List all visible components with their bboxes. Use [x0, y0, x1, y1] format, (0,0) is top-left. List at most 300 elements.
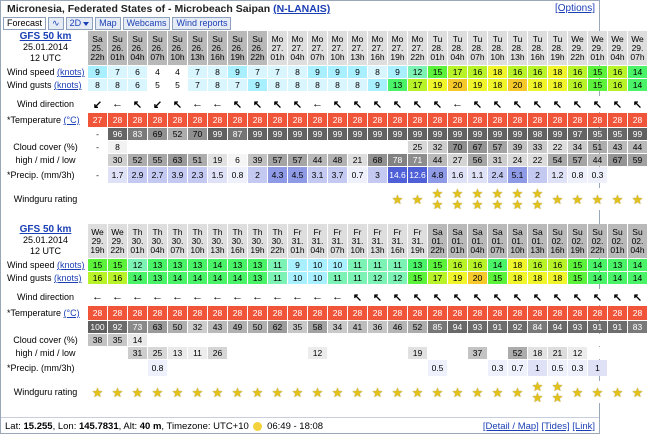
model-link[interactable]: GFS 50 km [19, 224, 72, 235]
wind-arrow-icon: ← [328, 289, 347, 305]
forecast-cell: 91 [608, 321, 627, 333]
chevron-down-icon [83, 22, 89, 26]
wind-arrow-icon: ← [228, 289, 247, 305]
forecast-cell [548, 381, 567, 403]
forecast-cell: 16 [568, 66, 587, 78]
wind-arrow-icon: ↖ [128, 96, 147, 112]
wind-direction-row-label: Wind direction [16, 292, 75, 302]
forecast-cell [448, 381, 467, 403]
forecast-cell [348, 347, 367, 359]
time-column-header: Fr 31. 04h [308, 224, 327, 258]
forecast-cell [508, 188, 527, 210]
forecast-cell [548, 334, 567, 346]
tab-2d[interactable]: 2D [66, 17, 94, 30]
forecast-cell: 28 [548, 113, 567, 127]
forecast-cell: 28 [228, 113, 247, 127]
forecast-cell: 11 [268, 272, 287, 284]
forecast-cell: 57 [288, 154, 307, 166]
forecast-cell: 16 [448, 259, 467, 271]
cloud-low-row-label: high / mid / low [15, 348, 76, 358]
forecast-cell [128, 381, 147, 403]
forecast-cell: 3 [368, 167, 387, 183]
forecast-cell [388, 334, 407, 346]
wind-arrow-icon: ← [128, 289, 147, 305]
forecast-cell [368, 334, 387, 346]
forecast-cell: 12 [368, 272, 387, 284]
forecast-cell: 15 [108, 259, 127, 271]
forecast-cell: 69 [148, 128, 167, 140]
wind-arrow-icon: ↖ [388, 96, 407, 112]
time-column-header: Su 26. 13h [188, 31, 207, 65]
star-icon: ★ [491, 384, 504, 400]
forecast-cell [368, 141, 387, 153]
forecast-cell: 34 [328, 321, 347, 333]
forecast-cell: 28 [248, 306, 267, 320]
forecast-cell [448, 188, 467, 210]
forecast-cell [188, 381, 207, 403]
forecast-cell: 7 [228, 79, 247, 91]
forecast-cell [88, 360, 107, 376]
forecast-cell: 18 [508, 259, 527, 271]
forecast-cell [368, 188, 387, 210]
forecast-cell [588, 188, 607, 210]
forecast-cell: 56 [468, 154, 487, 166]
forecast-cell [188, 360, 207, 376]
forecast-cell: 50 [248, 321, 267, 333]
wind-arrow-icon: ↖ [248, 96, 267, 112]
star-icon: ★ [431, 197, 444, 212]
wind-arrow-icon: ↖ [328, 96, 347, 112]
forecast-cell: 18 [508, 272, 527, 284]
forecast-cell: 28 [308, 306, 327, 320]
wind-arrow-icon: ← [248, 289, 267, 305]
wind-gusts-row [3, 272, 643, 284]
forecast-cell: 9 [348, 66, 367, 78]
forecast-cell [408, 334, 427, 346]
wind-arrow-icon: ↙ [88, 96, 107, 112]
forecast-cell: 50 [168, 321, 187, 333]
forecast-cell: 34 [568, 141, 587, 153]
forecast-cell [348, 381, 367, 403]
forecast-cell: 16 [468, 259, 487, 271]
forecast-cell: 28 [468, 113, 487, 127]
time-column-header: Mo 27. 13h [348, 31, 367, 65]
graph-icon: ∿ [52, 18, 60, 28]
forecast-cell: 15 [568, 259, 587, 271]
wind-arrow-icon: ↖ [228, 96, 247, 112]
forecast-cell: 16 [608, 79, 627, 91]
wind-speed-row [3, 259, 643, 271]
forecast-cell: 41 [348, 321, 367, 333]
wind-arrow-icon: ← [108, 96, 127, 112]
forecast-cell [348, 360, 367, 376]
forecast-cell [588, 347, 607, 359]
forecast-cell: 6 [128, 79, 147, 91]
wind-speed-row-label: Wind speed (knots) [7, 260, 85, 270]
forecast-cell: 63 [148, 321, 167, 333]
forecast-cell: 28 [528, 113, 547, 127]
forecast-cell [248, 141, 267, 153]
forecast-cell [268, 334, 287, 346]
forecast-cell [328, 141, 347, 153]
forecast-cell: 28 [228, 306, 247, 320]
forecast-cell: 18 [528, 272, 547, 284]
permalink-link[interactable]: [Link] [572, 421, 595, 432]
forecast-cell: 18 [548, 79, 567, 91]
forecast-cell [128, 188, 147, 210]
forecast-cell: 93 [468, 321, 487, 333]
forecast-cell [488, 381, 507, 403]
forecast-cell [448, 334, 467, 346]
forecast-cell: 99 [368, 128, 387, 140]
forecast-cell [468, 334, 487, 346]
wind-gusts-row-label: Wind gusts (knots) [7, 273, 82, 283]
star-icon: ★ [251, 384, 264, 400]
forecast-cell: 8 [208, 66, 227, 78]
wind-arrow-icon: ↖ [548, 96, 567, 112]
forecast-cell [108, 347, 127, 359]
forecast-cell [508, 334, 527, 346]
forecast-cell: 11 [388, 259, 407, 271]
time-column-header: Sa 01. 13h [528, 224, 547, 258]
wind-arrow-icon: ↖ [508, 289, 527, 305]
forecast-cell: 28 [128, 306, 147, 320]
time-header-label [3, 31, 88, 65]
time-column-header: Sa 01. 22h [428, 224, 447, 258]
forecast-cell: 32 [428, 141, 447, 153]
time-column-header: Mo 27. 04h [288, 31, 307, 65]
forecast-cell: 28 [168, 306, 187, 320]
forecast-cell [208, 381, 227, 403]
model-link[interactable]: GFS 50 km [19, 31, 72, 42]
forecast-cell: 12 [388, 272, 407, 284]
forecast-cell: 31 [488, 154, 507, 166]
star-icon: ★ [431, 384, 444, 400]
forecast-cell: 28 [448, 113, 467, 127]
forecast-cell [608, 167, 627, 183]
forecast-cell: 10 [288, 272, 307, 284]
forecast-cell: 14 [608, 272, 627, 284]
forecast-cell: 7 [268, 66, 287, 78]
spot-code-link[interactable]: (N-LANAIS) [273, 3, 331, 15]
star-icon: ★ [291, 384, 304, 400]
forecast-cell: 28 [288, 113, 307, 127]
temperature-row [3, 306, 643, 320]
star-icon: ★ [451, 186, 464, 201]
forecast-cell [568, 334, 587, 346]
forecast-cell [628, 167, 647, 183]
time-column-header: Th 30. 10h [188, 224, 207, 258]
forecast-cell [588, 381, 607, 403]
forecast-cell: 28 [188, 113, 207, 127]
forecast-cell: 92 [108, 321, 127, 333]
star-icon: ★ [511, 197, 524, 212]
forecast-cell: 43 [608, 141, 627, 153]
forecast-cell: 15 [568, 272, 587, 284]
wind-arrow-icon: ↖ [408, 96, 427, 112]
forecast-cell: 8 [208, 79, 227, 91]
forecast-cell [628, 347, 647, 359]
forecast-cell [628, 360, 647, 376]
star-icon: ★ [611, 384, 624, 400]
forecast-cell: 16 [508, 66, 527, 78]
forecast-cell: 99 [408, 128, 427, 140]
forecast-cell: 28 [328, 113, 347, 127]
time-column-header: Th 30. 04h [148, 224, 167, 258]
wind-arrow-icon: ← [188, 289, 207, 305]
wind-direction-row-label: Wind direction [16, 99, 75, 109]
forecast-cell: 8 [328, 79, 347, 91]
time-column-header: We 29. 07h [628, 31, 647, 65]
wind-arrow-icon: ↖ [288, 96, 307, 112]
detail-map-link[interactable]: [Detail / Map] [482, 421, 539, 432]
forecast-cell: 1.5 [208, 167, 227, 183]
forecast-cell [608, 360, 627, 376]
forecast-cell: 4.3 [268, 167, 287, 183]
star-icon: ★ [231, 384, 244, 400]
forecast-cell: 27 [448, 154, 467, 166]
star-icon: ★ [471, 384, 484, 400]
forecast-cell: 28 [368, 113, 387, 127]
star-icon: ★ [511, 186, 524, 201]
time-column-header: Sa 25. 22h [88, 31, 107, 65]
time-column-header: Tu 28. 10h [488, 31, 507, 65]
forecast-cell: 19 [408, 347, 427, 359]
forecast-cell: 3.9 [168, 167, 187, 183]
star-icon: ★ [491, 197, 504, 212]
forecast-cell [308, 141, 327, 153]
forecast-cell: 9 [88, 66, 107, 78]
forecast-cell [168, 334, 187, 346]
tab-map[interactable]: Map [95, 17, 121, 30]
forecast-cell: 93 [568, 321, 587, 333]
forecast-cell: 9 [388, 66, 407, 78]
forecast-cell: 13 [168, 347, 187, 359]
star-icon: ★ [611, 191, 624, 207]
star-icon: ★ [111, 384, 124, 400]
star-icon: ★ [431, 186, 444, 201]
forecast-cell [128, 360, 147, 376]
forecast-cell: 67 [468, 141, 487, 153]
forecast-cell: 0.8 [148, 360, 167, 376]
forecast-cell: 63 [168, 154, 187, 166]
forecast-cell: 57 [488, 141, 507, 153]
forecast-cell: 13 [148, 259, 167, 271]
wind-arrow-icon: ← [308, 96, 327, 112]
forecast-cell: 28 [468, 306, 487, 320]
forecast-cell: 46 [388, 321, 407, 333]
tab-webcams[interactable]: Webcams [123, 17, 171, 30]
forecast-cell: 13 [388, 79, 407, 91]
star-icon: ★ [371, 384, 384, 400]
forecast-cell [248, 360, 267, 376]
forecast-cell [288, 360, 307, 376]
star-icon: ★ [471, 186, 484, 201]
forecast-cell: 99 [288, 128, 307, 140]
tab-graph[interactable] [48, 17, 64, 30]
forecast-cell [328, 188, 347, 210]
forecast-cell [388, 360, 407, 376]
wind-arrow-icon: ← [208, 96, 227, 112]
cloud-mid-row-label: Cloud cover (%) [13, 142, 78, 152]
forecast-cell: 28 [608, 306, 627, 320]
forecast-cell [168, 360, 187, 376]
wind-arrow-icon: ↖ [428, 96, 447, 112]
forecast-cell [348, 334, 367, 346]
forecast-cell: 2 [248, 167, 267, 183]
forecast-cell: 14 [168, 272, 187, 284]
forecast-cell [268, 360, 287, 376]
forecast-cell: 37 [468, 347, 487, 359]
forecast-cell [608, 334, 627, 346]
forecast-cell: 8 [108, 79, 127, 91]
forecast-cell: 4 [148, 66, 167, 78]
forecast-cell [488, 347, 507, 359]
star-icon: ★ [571, 191, 584, 207]
forecast-cell: 21 [548, 347, 567, 359]
forecast-cell: 14 [128, 272, 147, 284]
forecast-cell: 11 [188, 347, 207, 359]
forecast-cell: 10 [308, 259, 327, 271]
star-icon: ★ [331, 384, 344, 400]
forecast-cell: 10 [328, 259, 347, 271]
precip-row [3, 360, 599, 376]
forecast-cell [548, 188, 567, 210]
time-column-header: Tu 28. 04h [448, 31, 467, 65]
time-column-header: Fr 31. 07h [328, 224, 347, 258]
forecast-cell [168, 381, 187, 403]
forecast-cell: 4 [168, 66, 187, 78]
forecast-cell: 18 [488, 66, 507, 78]
forecast-cell: 11 [368, 259, 387, 271]
forecast-cell [268, 347, 287, 359]
forecast-cell: - [88, 128, 107, 140]
forecast-cell: 52 [408, 321, 427, 333]
forecast-cell: 28 [88, 306, 107, 320]
forecast-cell [328, 334, 347, 346]
forecast-cell: 9 [288, 259, 307, 271]
forecast-cell: 28 [208, 306, 227, 320]
forecast-cell: 20 [468, 272, 487, 284]
time-column-header: Fr 31. 19h [408, 224, 427, 258]
forecast-cell: 14 [628, 66, 647, 78]
forecast-cell [288, 347, 307, 359]
wind-arrow-icon: ↖ [568, 96, 587, 112]
wind-arrow-icon: ↖ [548, 289, 567, 305]
star-icon: ★ [351, 384, 364, 400]
forecast-cell: 28 [568, 113, 587, 127]
forecast-cell: 28 [388, 113, 407, 127]
forecast-cell: 28 [348, 113, 367, 127]
forecast-cell: 21 [348, 154, 367, 166]
star-icon: ★ [171, 384, 184, 400]
forecast-cell: 9 [228, 66, 247, 78]
run-utc: 12 UTC [29, 53, 61, 63]
forecast-cell [488, 334, 507, 346]
cloud-high-row-label [3, 128, 88, 140]
wind-arrow-icon: ↖ [348, 289, 367, 305]
forecast-cell [288, 381, 307, 403]
forecast-cell: 28 [368, 306, 387, 320]
time-column-header: Mo 27. 01h [268, 31, 287, 65]
precip-row-label: *Precip. (mm/3h) [7, 363, 75, 373]
temperature-row [3, 113, 643, 127]
wind-arrow-icon: ↖ [588, 289, 607, 305]
forecast-cell [228, 334, 247, 346]
wind-arrow-icon: ← [268, 289, 287, 305]
forecast-cell [268, 188, 287, 210]
time-column-header: We 29. 22h [568, 31, 587, 65]
forecast-cell: 51 [588, 141, 607, 153]
forecast-cell: 12.6 [408, 167, 427, 183]
forecast-cell: 99 [248, 128, 267, 140]
forecast-cell: - [88, 167, 107, 183]
run-date: 25.01.2014 [22, 235, 69, 245]
forecast-cell: 54 [548, 154, 567, 166]
forecast-cell: 52 [168, 128, 187, 140]
forecast-cell: 99 [508, 128, 527, 140]
forecast-cell: 5.1 [508, 167, 527, 183]
forecast-cell: 78 [388, 154, 407, 166]
forecast-cell: 28 [588, 113, 607, 127]
time-column-header: Su 02. 16h [548, 224, 567, 258]
forecast-cell [528, 188, 547, 210]
tides-link[interactable]: [Tides] [541, 421, 570, 432]
wind-gusts-row-label: Wind gusts (knots) [7, 80, 82, 90]
forecast-cell: 58 [308, 321, 327, 333]
star-icon: ★ [591, 191, 604, 207]
sun-icon [253, 422, 262, 431]
forecast-cell [348, 188, 367, 210]
forecast-cell [228, 188, 247, 210]
forecast-cell [448, 360, 467, 376]
forecast-cell: 28 [408, 113, 427, 127]
time-column-header: We 29. 22h [108, 224, 127, 258]
forecast-cell: 12 [408, 66, 427, 78]
forecast-cell [268, 381, 287, 403]
forecast-cell: 33 [528, 141, 547, 153]
forecast-cell [468, 381, 487, 403]
tab-forecast[interactable]: Forecast [3, 17, 46, 30]
forecast-cell [608, 381, 627, 403]
wind-arrow-icon: ← [288, 289, 307, 305]
options-link[interactable]: [Options] [554, 3, 595, 14]
forecast-cell [368, 381, 387, 403]
forecast-cell: 7 [188, 79, 207, 91]
forecast-cell: 30 [108, 154, 127, 166]
forecast-cell: 5 [168, 79, 187, 91]
forecast-cell: 16 [608, 66, 627, 78]
forecast-cell [528, 381, 547, 403]
forecast-cell [88, 154, 107, 166]
forecast-cell: 70 [188, 128, 207, 140]
forecast-cell [428, 188, 447, 210]
forecast-cell: 8 [108, 141, 127, 153]
forecast-cell [288, 141, 307, 153]
forecast-cell: 36 [368, 321, 387, 333]
forecast-cell [188, 188, 207, 210]
forecast-cell: 19 [208, 154, 227, 166]
forecast-cell: 14 [588, 259, 607, 271]
forecast-cell: 13 [248, 259, 267, 271]
tab-wind-reports[interactable]: Wind reports [172, 17, 231, 30]
forecast-cell: 22 [528, 154, 547, 166]
forecast-cell [228, 347, 247, 359]
forecast-cell: 13 [168, 259, 187, 271]
wind-gusts-row [3, 79, 643, 91]
forecast-cell: 15 [428, 259, 447, 271]
forecast-cell: 9 [248, 79, 267, 91]
